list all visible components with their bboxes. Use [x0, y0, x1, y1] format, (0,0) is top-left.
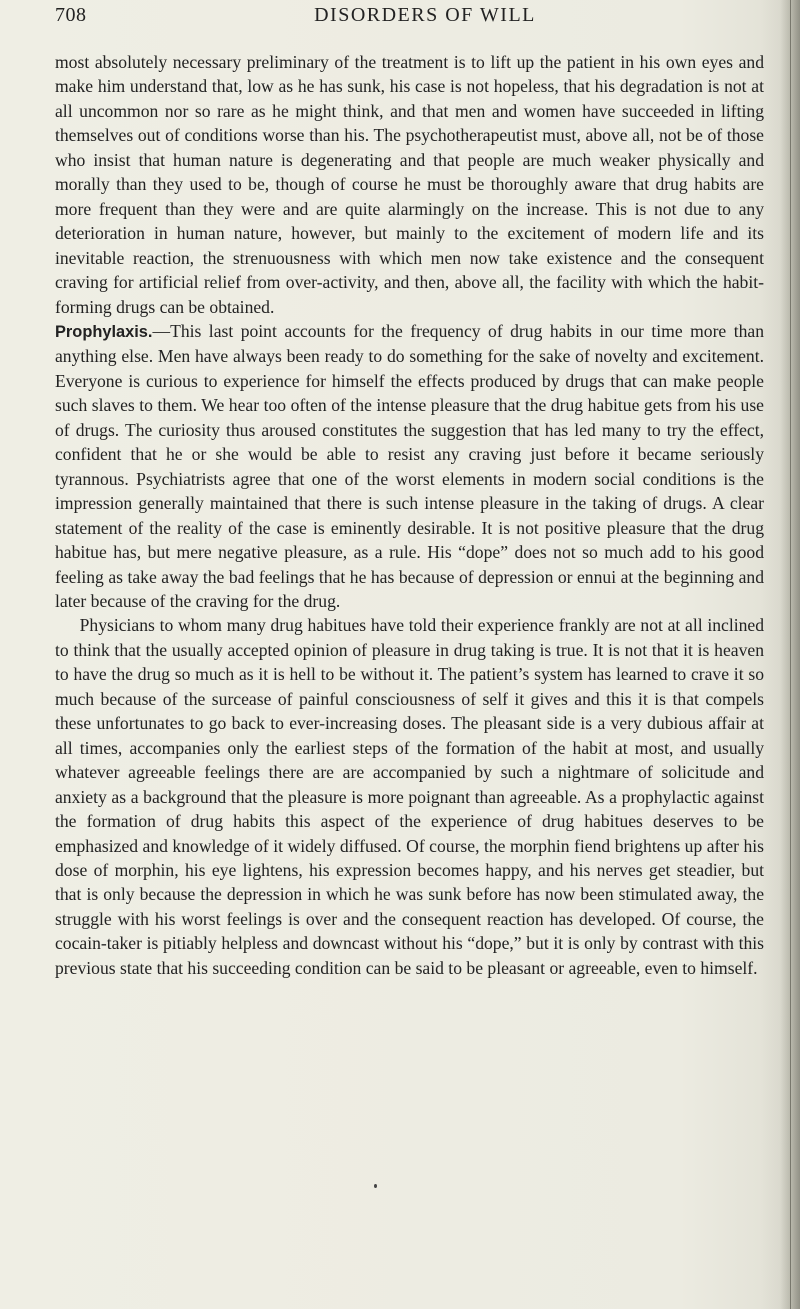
page-edge-line: [790, 0, 791, 1309]
paragraph-text: This last point accounts for the frequency of drug habits in our time more than anything else. Men have always been ready to do something for the sake of novelty and excitement. Everyone is curious to experience for himself the effects produced by drugs that can make people such slaves to them. We hear too often of the intense pleasure that the drug habitue gets from his use of drugs. The curiosity thus aroused constitutes the suggestion that has led many to try the effect, confident that he or she would be able to resist any craving just before it became seriously tyrannous. Psychiatrists agree that one of the worst elements in modern social conditions is the impression generally maintained that there is such intense pleasure in the taking of drugs. A clear statement of the reality of the case is eminently desirable. It is not positive pleasure that the drug habitue has, but mere negative pleasure, as a rule. His “dope” does not so much add to his good feeling as take away the bad feelings that he has because of depression or ennui at the beginning and later because of the craving for the drug.: [55, 320, 764, 611]
paragraph: most absolutely necessary preliminary of the treatment is to lift up the patient in his own eyes and make him understand that, low as he has sunk, his case is not hopeless, that his degradation is not at all uncommon nor so rare as he might think, and that men and women have succeeded in lifting themselves out of conditions worse than his. The psychotherapeutist must, above all, not be of those who insist that human nature is degenerating and that people are much weaker physically and morally than they used to be, though of course he must be thoroughly aware that drug habits are more frequent than they were and are quite alarmingly on the increase. This is not due to any deterioration in human nature, however, but mainly to the excitement of modern life and its inevitable reaction, the strenuousness with which men now take existence and the consequent craving for artificial relief from over-activity, and then, above all, the facility with which the habit-forming drugs can be obtained.: [55, 52, 764, 317]
page-header: [55, 4, 765, 44]
paragraph: Physicians to whom many drug habitues have told their experience frankly are not at all inclined to think that the usually accepted opinion of pleasure in drug taking is true. It is not that it is heaven to have the drug so much as it is hell to be without it. The patient’s system has learned to crave it so much because of the surcease of painful consciousness of self it gives and this it is that compels these unfortunates to go back to ever-increasing doses. The pleasant side is a very dubious affair at all times, accompanies only the earliest steps of the formation of the habit at most, and usually whatever agreeable feelings there are are accompanied by such a nightmare of solicitude and anxiety as a background that the pleasure is more poignant than agreeable. As a prophylactic against the formation of drug habits this aspect of the experience of drug habitues deserves to be emphasized and knowledge of it widely diffused. Of course, the morphin fiend brightens up after his dose of morphin, his eye lightens, his expression becomes happy, and his nerves get steadier, but that is only because the depression in which he was sunk before has now been stimulated away, the struggle with his worst feelings is over and the consequent reaction has developed. Of course, the cocain-taker is pitiably helpless and downcast without his “dope,” but it is only by contrast with this previous state that his succeeding condition can be said to be pleasant or agreeable, even to himself.: [55, 615, 764, 978]
body-text: [55, 50, 764, 980]
running-head: DISORDERS OF WILL: [314, 4, 536, 26]
section-heading: Prophylaxis.: [55, 322, 153, 341]
page-number: 708: [55, 4, 87, 26]
ink-speck: [374, 1184, 377, 1188]
paragraph-prophylaxis: Prophylaxis.—This last point accounts for the frequency of drug habits in our time more than anything else. Men have always been ready to do something for the sake of novelty and excitement. Everyone is curious to experience for himself the effects produced by drugs that can make people such slaves to them. We hear too often of the intense pleasure that the drug habitue gets from his use of drugs. The curiosity thus aroused constitutes the suggestion that has led many to try the effect, confident that he or she would be able to resist any craving just before it became seriously tyrannous. Psychiatrists agree that one of the worst elements in modern social conditions is the impression generally maintained that there is such intense pleasure in the taking of drugs. A clear statement of the reality of the case is eminently desirable. It is not positive pleasure that the drug habitue has, but mere negative pleasure, as a rule. His “dope” does not so much add to his good feeling as take away the bad feelings that he has because of depression or ennui at the beginning and later because of the craving for the drug.: [55, 320, 764, 611]
